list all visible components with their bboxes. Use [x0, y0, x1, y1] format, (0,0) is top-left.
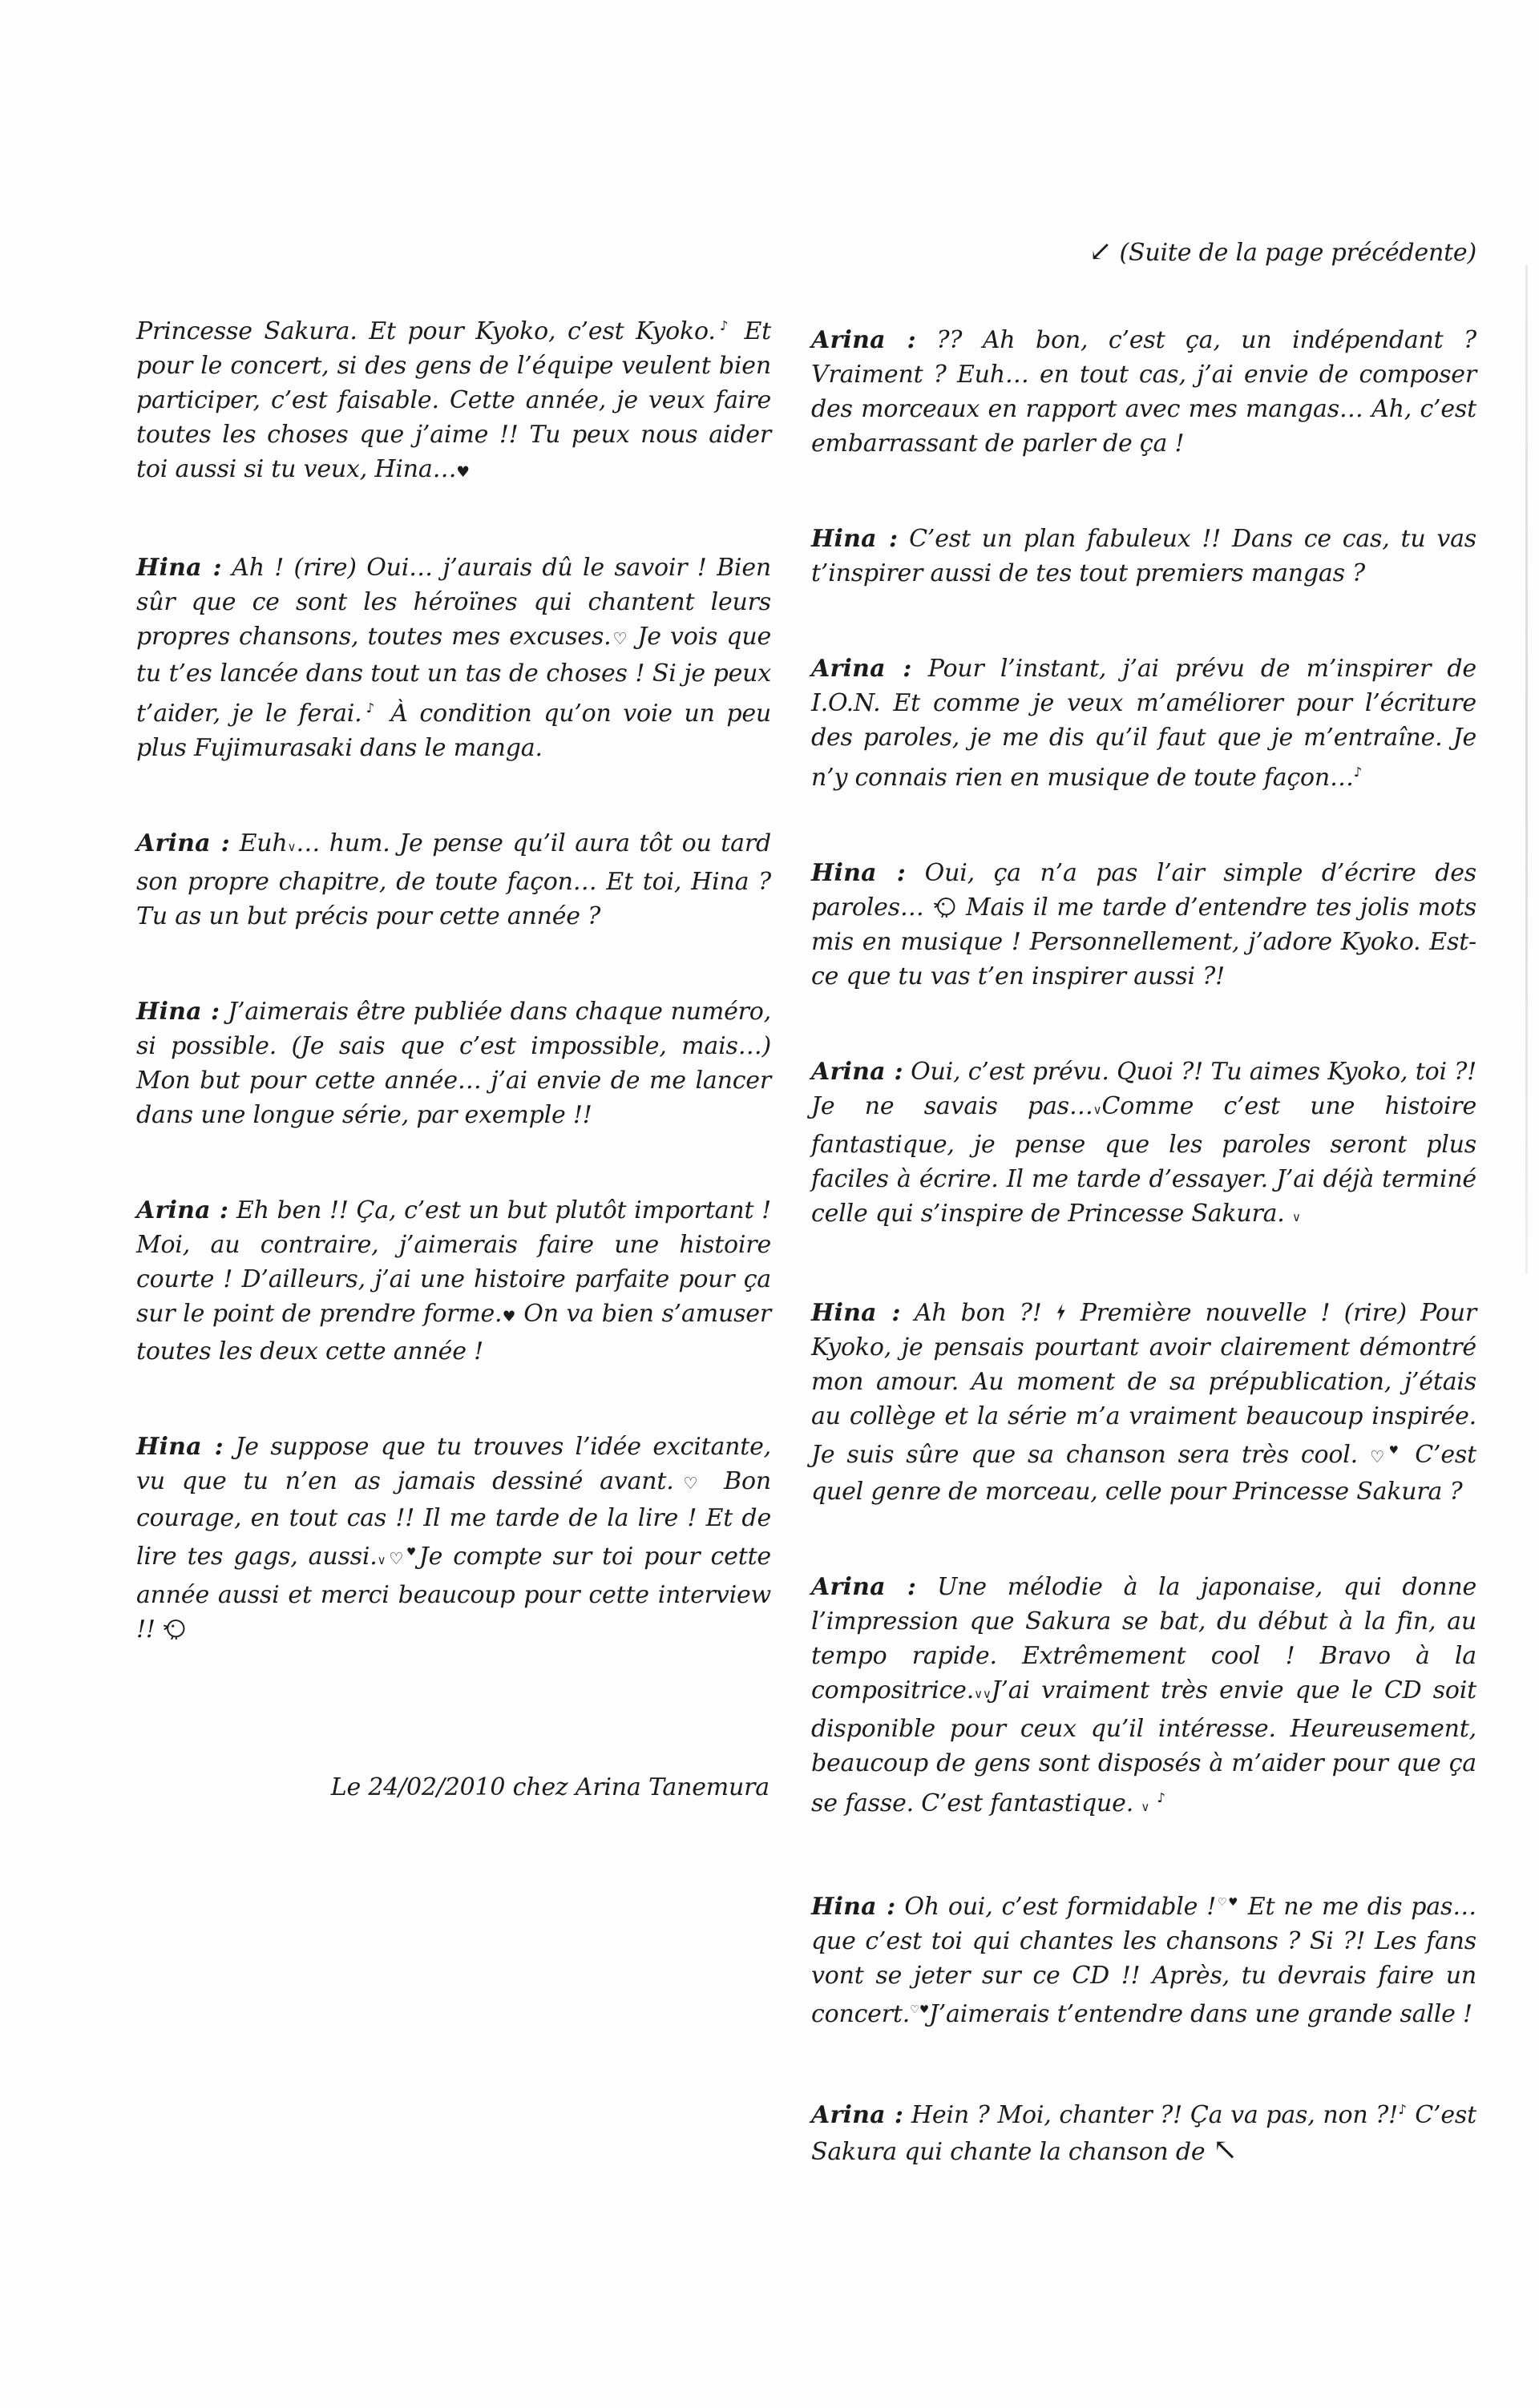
dialogue-paragraph: Arina : ?? Ah bon, c’est ça, un indépendant ? Vraiment ? Euh… en tout cas, j’ai envie de composer des morceaux en rapport avec mes mangas… Ah, c’est embarrassant de parler de ça ! [811, 326, 1476, 458]
speaker-name: Hina : [136, 998, 220, 1026]
heart-outline-icon: ♡ [386, 1549, 407, 1568]
speaker-name: Arina : [811, 2101, 904, 2129]
tick-doodle-icon: ∨ [1291, 1210, 1301, 1224]
left-column [136, 309, 771, 1805]
speaker-name: Hina : [811, 1299, 901, 1327]
dialogue-paragraph: Arina : Pour l’instant, j’ai prévu de m’inspirer de I.O.N. Et comme je veux m’améliorer pour l’écriture des paroles, je me dis qu’il faut que je m’entraîne. Je n’y connais rien en musique de toute façon…♪ [811, 655, 1476, 792]
heart-icon: ♥ [406, 1546, 419, 1559]
heart-outline-icon: ♡ [910, 2003, 919, 2016]
tick-doodle-icon: ∨ [287, 840, 297, 854]
right-column [811, 235, 1476, 2230]
chick-doodle-icon [163, 1617, 188, 1640]
tick-doodle-icon: ∨ [974, 1687, 983, 1701]
heart-icon: ♥ [1388, 1444, 1404, 1457]
speaker-name: Arina : [811, 326, 916, 354]
tick-doodle-icon: ∨ [1093, 1103, 1102, 1117]
music-note-icon: ♪ [1353, 764, 1363, 780]
dialogue-paragraph: Hina : Oh oui, c’est formidable !♡♥ Et ne me dis pas… que c’est toi qui chantes les chansons ? Si ?! Les fans vont se jeter sur ce CD !! Après, tu devrais faire un concert.♡♥J’aimerais t’entendre dans une grande salle ! [811, 1893, 1476, 2028]
heart-icon: ♥ [919, 2003, 929, 2016]
dialogue-paragraph: Hina : Ah bon ?! Première nouvelle ! (rire) Pour Kyoko, je pensais pourtant avoir clairement démontré mon amour. Au moment de sa prépublication, j’étais au collège et la série m’a vraiment beaucoup inspirée. Je suis sûre que sa chanson sera très cool. ♡♥ C’est quel genre de morceau, celle pour Princesse Sakura ? [811, 1299, 1476, 1506]
continuation-note [811, 235, 1476, 270]
heart-icon: ♥ [1228, 1896, 1239, 1909]
chick-doodle-icon [933, 895, 958, 918]
speaker-name: Arina : [811, 1058, 903, 1086]
speaker-name: Hina : [136, 554, 222, 582]
right-column-paragraphs [811, 323, 1476, 2169]
dialogue-paragraph: Hina : J’aimerais être publiée dans chaque numéro, si possible. (Je sais que c’est impossible, mais…) Mon but pour cette année… j’ai envie de me lancer dans une longue série, par exemple !! [136, 998, 771, 1129]
speaker-name: Arina : [136, 829, 230, 857]
dialogue-paragraph: Hina : Ah ! (rire) Oui… j’aurais dû le savoir ! Bien sûr que ce sont les héroïnes qui chantent leurs propres chansons, toutes mes excuses.♡ Je vois que tu t’es lancée dans tout un tas de choses ! Si je peux t’aider, je le ferai.♪ À condition qu’on voie un peu plus Fujimurasaki dans le manga. [136, 554, 772, 762]
heart-outline-icon: ♡ [611, 629, 629, 648]
arrow-up-right-icon: ↖ [1212, 2132, 1238, 2167]
dialogue-paragraph: Hina : Oui, ça n’a pas l’air simple d’écrire des paroles… Mais il me tarde d’entendre tes jolis mots mis en musique ! Personnellement, j’adore Kyoko. Est-ce que tu vas t’en inspirer aussi ?! [811, 859, 1476, 990]
heart-outline-icon: ♡ [1369, 1447, 1389, 1466]
tick-doodle-icon: ∨ [982, 1687, 992, 1701]
dialogue-paragraph: Arina : Oui, c’est prévu. Quoi ?! Tu aimes Kyoko, toi ?! Je ne savais pas…∨Comme c’est une histoire fantastique, je pense que les paroles seront plus faciles à écrire. Il me tarde d’essayer. J’ai déjà terminé celle qui s’inspire de Princesse Sakura. ∨ [811, 1058, 1476, 1228]
tick-doodle-icon: ∨ [377, 1553, 386, 1567]
date-line: Le 24/02/2010 chez Arina Tanemura [330, 1773, 770, 1801]
dialogue-paragraph: Princesse Sakura. Et pour Kyoko, c’est Kyoko.♪ Et pour le concert, si des gens de l’équipe veulent bien participer, c’est faisable. Cette année, je veux faire toutes les choses que j’aime !! Tu peux nous aider toi aussi si tu veux, Hina…♥ [136, 317, 771, 483]
heart-icon: ♥ [456, 464, 470, 481]
page-edge-shadow [1525, 264, 1528, 1274]
dialogue-paragraph: Arina : Eh ben !! Ça, c’est un but plutôt important ! Moi, au contraire, j’aimerais faire une histoire courte ! D’ailleurs, j’ai une histoire parfaite pour ça sur le point de prendre forme.♥ On va bien s’amuser toutes les deux cette année ! [136, 1196, 772, 1365]
dialogue-paragraph: Arina : Euh∨… hum. Je pense qu’il aura tôt ou tard son propre chapitre, de toute façon… Et toi, Hina ? Tu as un but précis pour cette année ? [136, 829, 771, 930]
heart-outline-icon: ♡ [673, 1474, 708, 1493]
continuation-note-text: (Suite de la page précédente) [1119, 239, 1476, 267]
music-note-icon: ♪ [1398, 2102, 1408, 2117]
speaker-name: Arina : [811, 1573, 917, 1601]
music-note-icon: ♪ [362, 700, 379, 716]
dialogue-paragraph: Arina : Hein ? Moi, chanter ?! Ça va pas, non ?!♪ C’est Sakura qui chante la chanson de ↖ [811, 2101, 1476, 2167]
arrow-down-left-icon: ↙ [1089, 236, 1113, 268]
dialogue-paragraph: Hina : Je suppose que tu trouves l’idée excitante, vu que tu n’en as jamais dessiné avant.♡ Bon courage, en tout cas !! Il me tarde de la lire ! Et de lire tes gags, aussi.∨♡♥Je compte sur toi pour cette année aussi et merci beaucoup pour cette interview !! [136, 1433, 771, 1644]
heart-icon: ♥ [502, 1309, 516, 1325]
left-column-paragraphs [136, 309, 771, 1647]
lightning-icon [1056, 1303, 1067, 1321]
music-note-icon: ♪ [715, 318, 733, 333]
speaker-name: Hina : [811, 859, 907, 887]
speaker-name: Arina : [136, 1196, 229, 1224]
speaker-name: Hina : [811, 1893, 896, 1921]
speaker-name: Hina : [811, 525, 899, 553]
heart-outline-icon: ♡ [1216, 1896, 1229, 1909]
speaker-name: Arina : [811, 655, 912, 683]
dialogue-paragraph: Arina : Une mélodie à la japonaise, qui donne l’impression que Sakura se bat, du début à la fin, au tempo rapide. Extrêmement cool ! Bravo à la compositrice.∨∨J’ai vraiment très envie que le CD soit disponible pour ceux qu’il intéresse. Heureusement, beaucoup de gens sont disposés à m’aider pour que ça se fasse. C’est fantastique. ∨ ♪ [811, 1573, 1477, 1817]
dialogue-paragraph: Hina : C’est un plan fabuleux !! Dans ce cas, tu vas t’inspirer aussi de tes tout premiers mangas ? [811, 525, 1476, 587]
music-note-icon: ♪ [1157, 1790, 1166, 1805]
tick-doodle-icon: ∨ [1141, 1800, 1150, 1814]
speaker-name: Hina : [136, 1433, 224, 1461]
